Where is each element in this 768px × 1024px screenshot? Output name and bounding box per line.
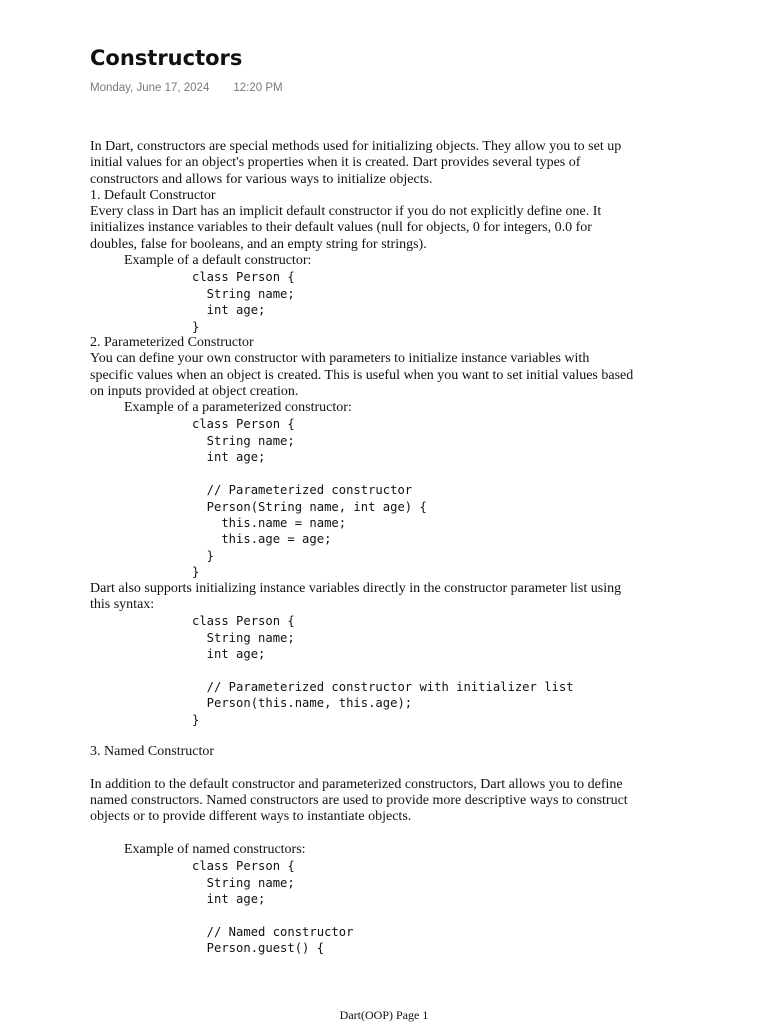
section-3-code-block: class Person { String name; int age; // Named constructor Person.guest() { <box>192 859 354 956</box>
section-3-example-label: Example of named constructors: <box>124 842 306 858</box>
page-meta <box>90 82 283 94</box>
section-2-code-block: class Person { String name; int age; // Parameterized constructor Person(String name, int age) { this.name = name; this.age = age; } } <box>192 417 427 580</box>
section-2-initializer-text: Dart also supports initializing instance variables directly in the constructor parameter list using this syntax: <box>90 580 622 612</box>
section-1-text: Every class in Dart has an implicit default constructor if you do not explicitly define one. It initializes instance variables to their default values (null for objects, 0 for integers, 0.0 for doubles, false for booleans, and an empty string for strings). <box>90 204 602 252</box>
spacer <box>90 761 690 777</box>
page-time: 12:20 PM <box>233 82 283 94</box>
section-1-heading: 1. Default Constructor <box>90 187 216 203</box>
intro-paragraph: In Dart, constructors are special methods used for initializing objects. They allow you to set up initial values for an object's properties when it is created. Dart provides several types of constructors and allows for various ways to initialize objects. <box>90 139 622 187</box>
page-body <box>90 139 690 957</box>
section-2-heading: 2. Parameterized Constructor <box>90 335 254 350</box>
spacer <box>90 728 690 744</box>
section-3-text: In addition to the default constructor and parameterized constructors, Dart allows you to define named constructors. Named constructors are used to provide more descriptive ways to construct objects or to provide different ways to instantiate objects. <box>90 776 628 825</box>
spacer <box>90 826 690 842</box>
section-2-example-label: Example of a parameterized constructor: <box>124 400 352 416</box>
section-1-example-label: Example of a default constructor: <box>124 253 312 269</box>
page-footer: Dart(OOP) Page 1 <box>339 1008 429 1022</box>
section-2-text: You can define your own constructor with parameters to initialize instance variables with specific values when an object is created. This is useful when you want to set initial values based on inputs provided at object creation. <box>90 351 634 399</box>
page-date: Monday, June 17, 2024 <box>90 82 210 94</box>
section-1-code-block: class Person { String name; int age; } <box>192 270 295 334</box>
section-3-heading: 3. Named Constructor <box>90 744 215 760</box>
page-title: Constructors <box>90 46 243 70</box>
section-2-initializer-code-block: class Person { String name; int age; // Parameterized constructor with initializer list Person(this.name, this.age); } <box>192 614 574 727</box>
